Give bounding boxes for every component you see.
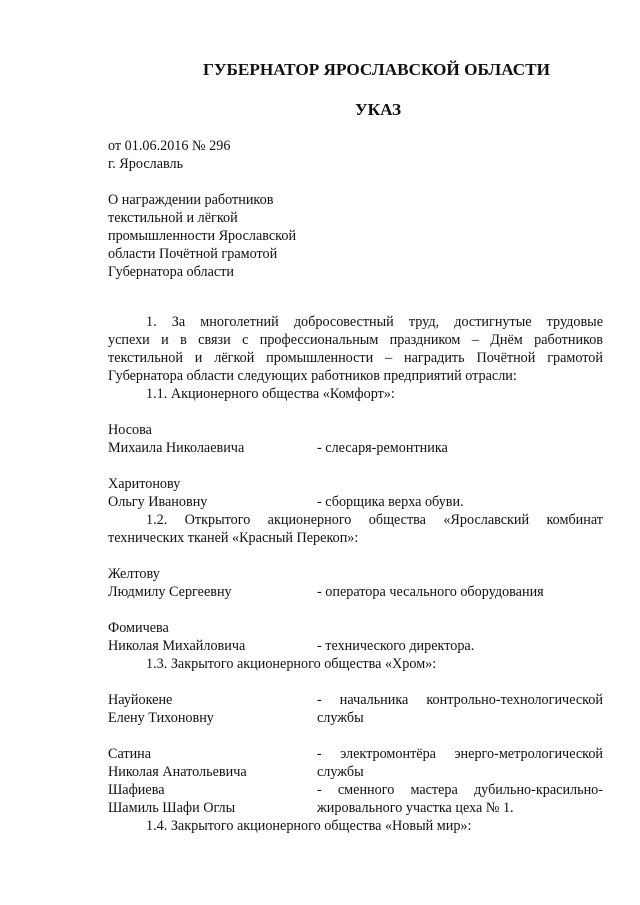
awardee-position: - сборщика верха обуви. — [317, 494, 464, 510]
awardee-position: - технического директора. — [317, 638, 475, 654]
awardee-name: Елену Тихоновну — [108, 710, 214, 726]
authority-heading: ГУБЕРНАТОР ЯРОСЛАВСКОЙ ОБЛАСТИ — [203, 60, 550, 79]
awardee-surname: Харитонову — [108, 476, 181, 492]
awardee-name: Людмилу Сергеевну — [108, 584, 232, 600]
section-heading: 1.3. Закрытого акционерного общества «Хром»: — [146, 656, 437, 672]
awardee-surname: Носова — [108, 422, 152, 438]
awardee-position-continued: жировального участка цеха № 1. — [317, 800, 514, 816]
awardee-position: - начальника контрольно-технологической — [317, 692, 603, 708]
section-heading: технических тканей «Красный Перекоп»: — [108, 530, 359, 546]
subject-line: текстильной и лёгкой — [108, 210, 238, 226]
paragraph-line: успехи и в связи с профессиональным праздником – Днём работников — [108, 332, 603, 348]
awardee-name: Николая Михайловича — [108, 638, 246, 654]
awardee-surname: Науйокене — [108, 692, 173, 708]
awardee-position-continued: службы — [317, 764, 364, 780]
paragraph-line: Губернатора области следующих работников предприятий отрасли: — [108, 368, 517, 384]
subject-line: О награждении работников — [108, 192, 274, 208]
section-heading: 1.4. Закрытого акционерного общества «Новый мир»: — [146, 818, 472, 834]
awardee-position: - оператора чесального оборудования — [317, 584, 544, 600]
awardee-name: Михаила Николаевича — [108, 440, 245, 456]
awardee-surname: Шафиева — [108, 782, 165, 798]
awardee-position-continued: службы — [317, 710, 364, 726]
subject-line: Губернатора области — [108, 264, 234, 280]
awardee-surname: Фомичева — [108, 620, 169, 636]
awardee-name: Ольгу Ивановну — [108, 494, 208, 510]
paragraph-line: 1. За многолетний добросовестный труд, достигнутые трудовые — [146, 314, 603, 330]
subject-line: области Почётной грамотой — [108, 246, 278, 262]
awardee-surname: Сатина — [108, 746, 152, 762]
awardee-position: - слесаря-ремонтника — [317, 440, 448, 456]
awardee-position: - сменного мастера дубильно-красильно- — [317, 782, 603, 798]
city: г. Ярославль — [108, 156, 184, 172]
awardee-name: Николая Анатольевича — [108, 764, 247, 780]
awardee-position: - электромонтёра энерго-метрологической — [317, 746, 603, 762]
paragraph-line: текстильной и лёгкой промышленности – наградить Почётной грамотой — [108, 350, 603, 366]
subject-line: промышленности Ярославской — [108, 228, 297, 244]
awardee-name: Шамиль Шафи Оглы — [108, 800, 236, 816]
section-heading: 1.2. Открытого акционерного общества «Ярославский комбинат — [146, 512, 603, 528]
document-type-heading: УКАЗ — [355, 100, 402, 119]
section-heading: 1.1. Акционерного общества «Комфорт»: — [146, 386, 395, 402]
awardee-surname: Желтову — [108, 566, 160, 582]
date-number: от 01.06.2016 № 296 — [108, 138, 231, 154]
